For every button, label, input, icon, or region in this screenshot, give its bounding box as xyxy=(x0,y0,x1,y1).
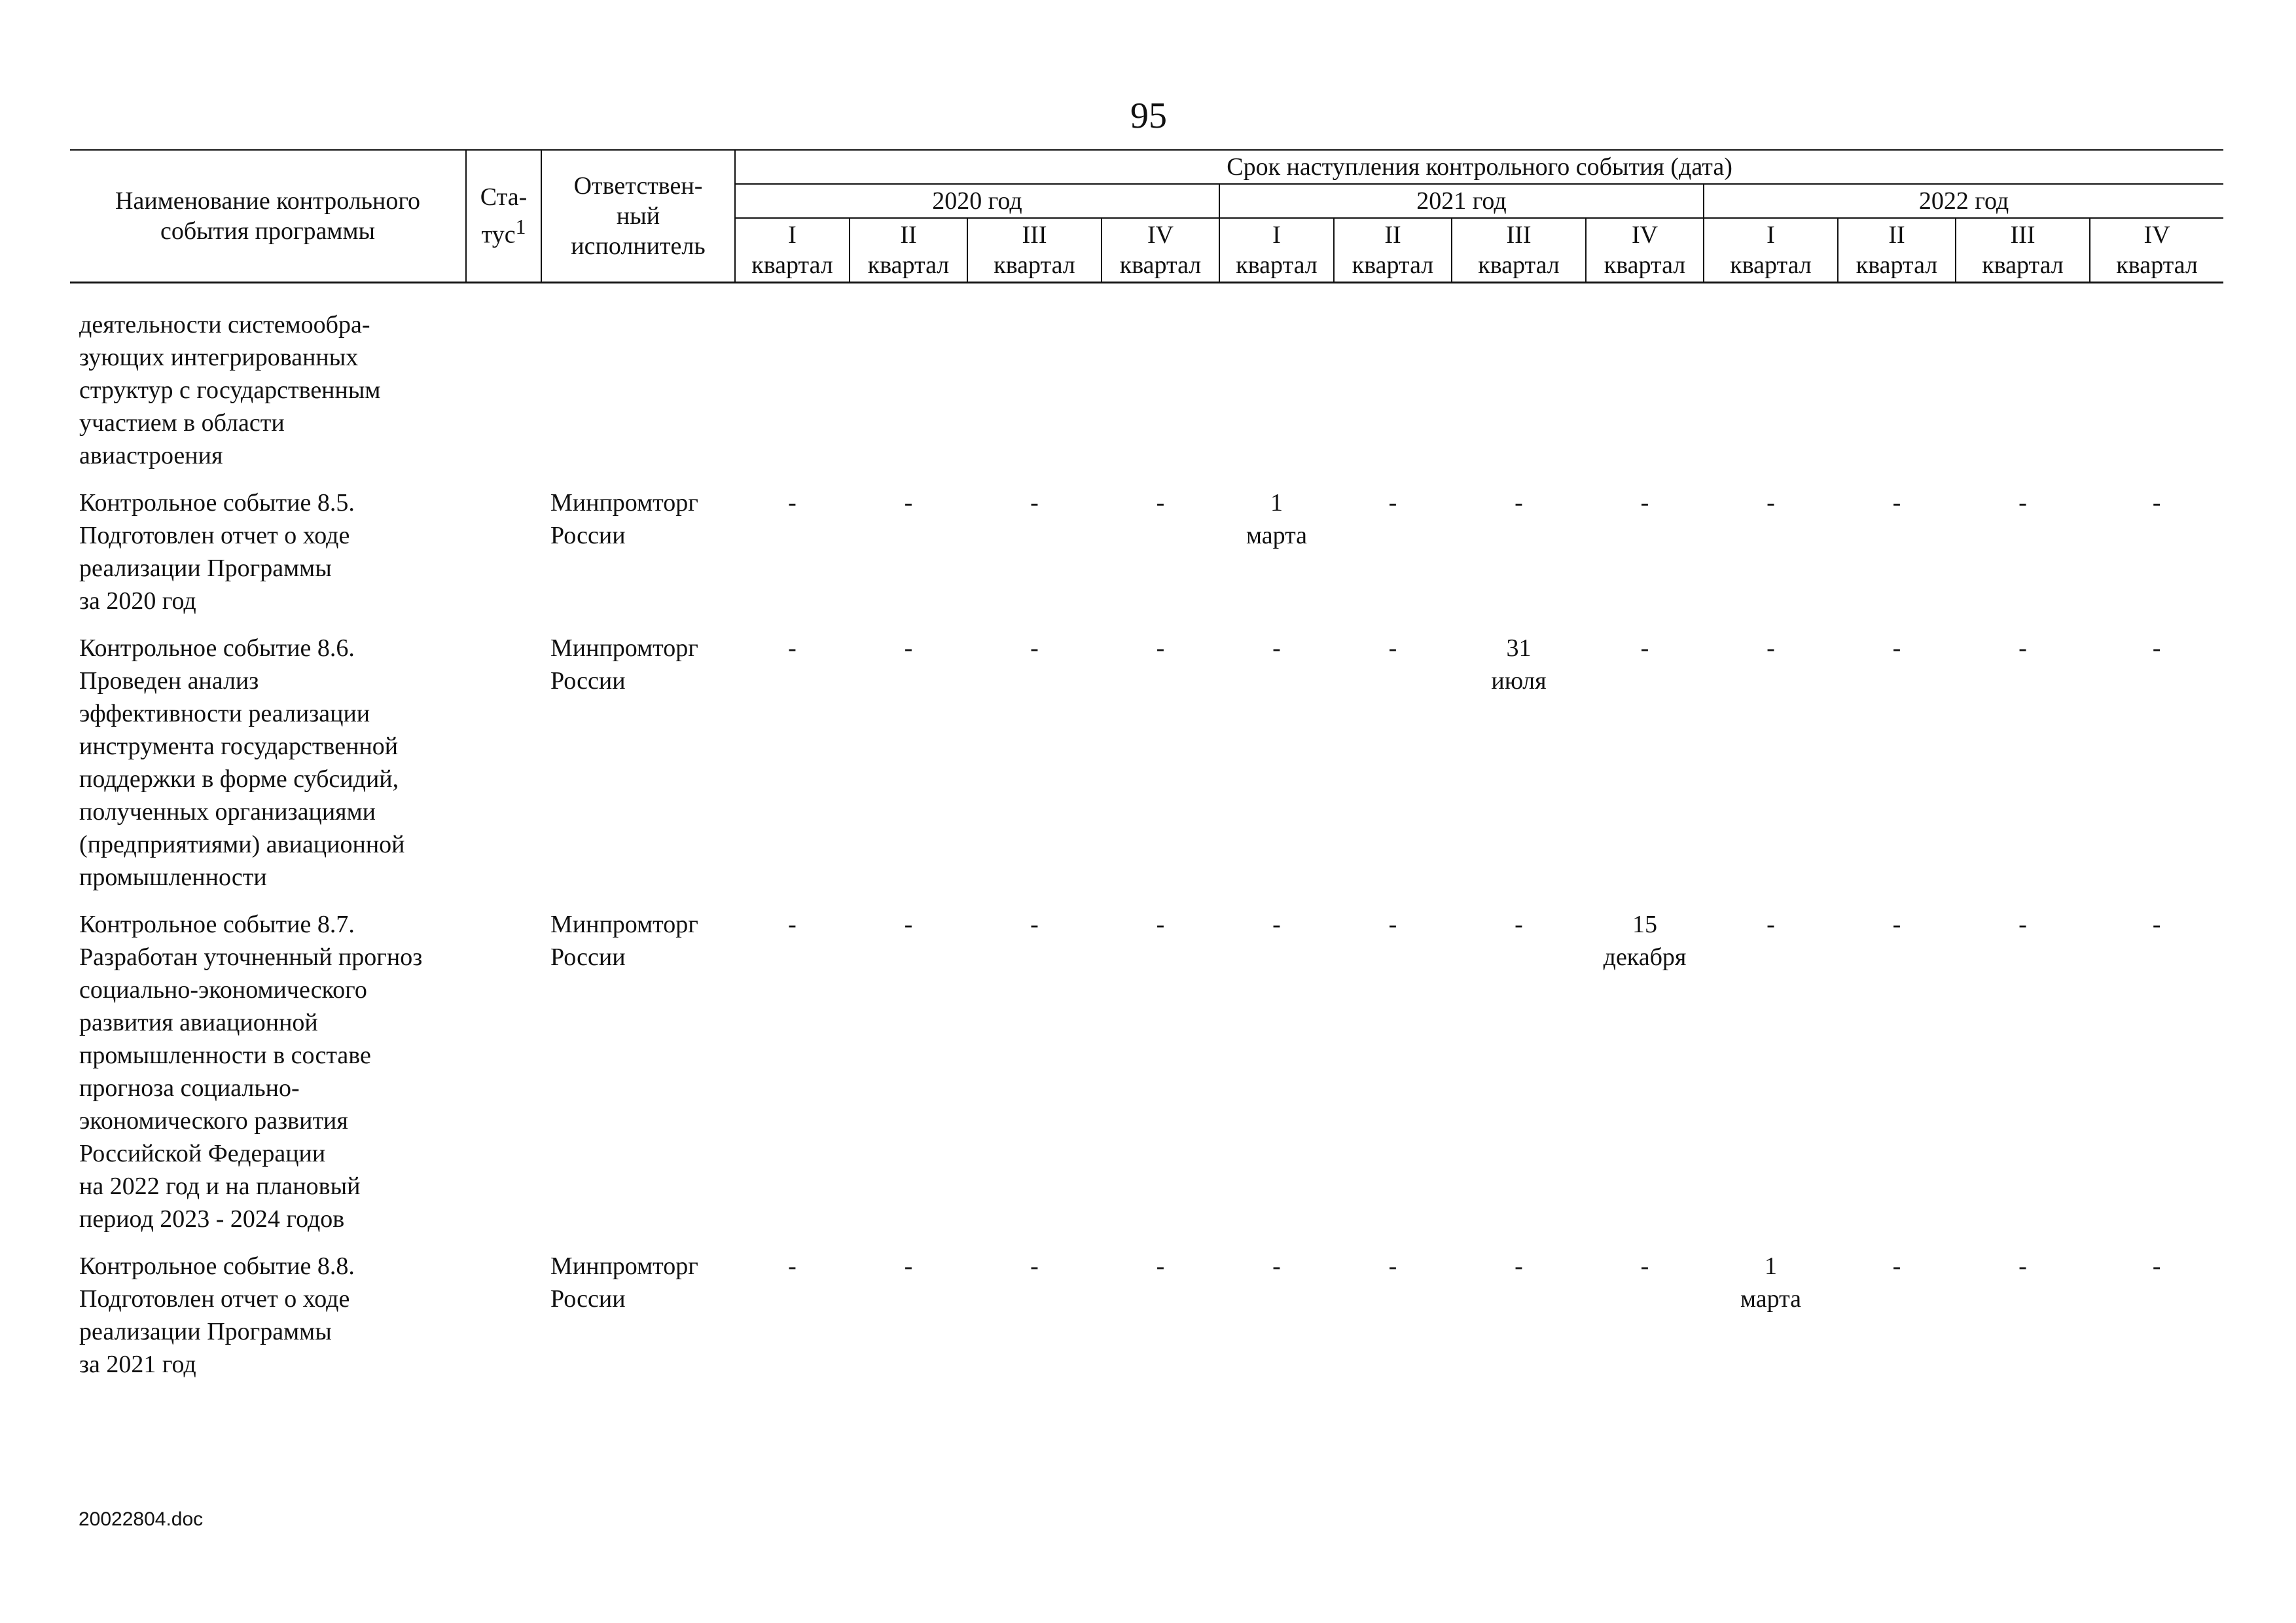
date-value: - xyxy=(1388,911,1397,938)
date-value: - xyxy=(1156,634,1165,662)
date-value: - xyxy=(1272,1252,1281,1280)
quarter-date-cell xyxy=(1586,1250,1704,1395)
executor-line: Минпромторг xyxy=(550,911,698,938)
event-name-line: авиастроения xyxy=(79,442,223,469)
quarter-numeral: II xyxy=(1888,221,1905,249)
event-name-line: реализации Программы xyxy=(79,555,332,582)
quarter-date-cell xyxy=(1452,908,1586,1250)
quarter-date-cell xyxy=(1219,1250,1334,1395)
event-name-line: социально-экономического xyxy=(79,976,367,1004)
quarter-date-cell xyxy=(735,1250,850,1395)
quarter-date-cell xyxy=(1956,1250,2090,1395)
event-status xyxy=(466,1250,541,1395)
date-value: марта xyxy=(1740,1285,1802,1313)
quarter-numeral: III xyxy=(2010,221,2036,249)
date-value: - xyxy=(1892,1252,1901,1280)
event-name-line: поддержки в форме субсидий, xyxy=(79,765,399,793)
quarter-date-cell xyxy=(1956,486,2090,632)
table-row-continuation xyxy=(70,308,2223,486)
quarter-label: квартал xyxy=(1730,251,1812,279)
event-executor xyxy=(541,486,735,632)
date-value: - xyxy=(788,489,797,517)
event-name-line: Российской Федерации xyxy=(79,1140,326,1167)
table-row xyxy=(70,486,2223,632)
date-value: - xyxy=(1030,489,1039,517)
date-value: - xyxy=(1767,489,1775,517)
event-name-line: Разработан уточненный прогноз xyxy=(79,943,423,971)
date-value: - xyxy=(1156,911,1165,938)
event-name-line: промышленности в составе xyxy=(79,1042,371,1069)
quarter-numeral: III xyxy=(1506,221,1532,249)
event-name-line: экономического развития xyxy=(79,1107,348,1135)
event-status xyxy=(466,908,541,1250)
date-value: - xyxy=(1272,911,1281,938)
date-value: - xyxy=(1388,1252,1397,1280)
date-value: 1 xyxy=(1270,489,1283,517)
date-value: - xyxy=(904,911,913,938)
event-name-line: за 2020 год xyxy=(79,587,196,615)
date-value: - xyxy=(1030,634,1039,662)
event-name-line: Проведен анализ xyxy=(79,667,259,695)
header-status-label: Ста-тус xyxy=(480,183,528,249)
date-value: - xyxy=(1515,911,1523,938)
header-executor-line: исполнитель xyxy=(571,232,706,260)
quarter-date-cell xyxy=(1102,632,1219,908)
quarter-numeral: I xyxy=(1272,221,1281,249)
executor-line: России xyxy=(550,667,626,695)
event-name-line: период 2023 - 2024 годов xyxy=(79,1205,345,1233)
date-value: - xyxy=(1515,1252,1523,1280)
date-value: декабря xyxy=(1603,943,1687,971)
date-value: - xyxy=(788,634,797,662)
date-value: - xyxy=(2018,634,2027,662)
event-name-line: зующих интегрированных xyxy=(79,344,359,371)
status-footnote-mark: 1 xyxy=(515,215,526,239)
quarter-numeral: IV xyxy=(1147,221,1174,249)
quarter-date-cell xyxy=(850,486,967,632)
event-name-line: Контрольное событие 8.5. xyxy=(79,489,355,517)
header-executor-line: Ответствен- xyxy=(573,172,703,200)
quarter-date-cell xyxy=(850,908,967,1250)
quarter-date-cell xyxy=(1334,632,1452,908)
event-name-continuation xyxy=(70,308,466,486)
quarter-label: квартал xyxy=(1352,251,1434,279)
quarter-date-cell xyxy=(1838,632,1956,908)
date-value: - xyxy=(2152,634,2161,662)
quarter-date-cell xyxy=(1956,632,2090,908)
quarter-date-cell xyxy=(1452,1250,1586,1395)
event-name-line: (предприятиями) авиационной xyxy=(79,831,405,858)
event-executor xyxy=(541,632,735,908)
date-value: - xyxy=(1892,911,1901,938)
event-name-line: развития авиационной xyxy=(79,1009,318,1036)
quarter-date-cell xyxy=(1704,632,1838,908)
quarter-numeral: II xyxy=(900,221,917,249)
quarter-label: квартал xyxy=(1604,251,1686,279)
table-row xyxy=(70,1250,2223,1395)
header-quarter xyxy=(967,218,1102,283)
quarter-date-cell xyxy=(735,908,850,1250)
quarter-date-cell xyxy=(1452,486,1586,632)
event-name-line: Подготовлен отчет о ходе xyxy=(79,1285,350,1313)
header-quarter xyxy=(1334,218,1452,283)
quarter-date-cell xyxy=(1704,1250,1838,1395)
date-value: - xyxy=(2018,489,2027,517)
quarter-numeral: I xyxy=(1767,221,1775,249)
quarter-date-cell xyxy=(1102,1250,1219,1395)
event-name-line: на 2022 год и на плановый xyxy=(79,1173,361,1200)
event-name xyxy=(70,632,466,908)
executor-line: Минпромторг xyxy=(550,489,698,517)
event-name-line: промышленности xyxy=(79,864,267,891)
document-filename: 20022804.doc xyxy=(79,1508,204,1530)
event-name-line: деятельности системообра- xyxy=(79,311,370,338)
header-quarter xyxy=(1102,218,1219,283)
date-value: - xyxy=(1640,1252,1649,1280)
quarter-date-cell xyxy=(1838,486,1956,632)
quarter-date-cell xyxy=(1334,486,1452,632)
header-quarter xyxy=(1956,218,2090,283)
quarter-label: квартал xyxy=(994,251,1075,279)
date-value: - xyxy=(1767,911,1775,938)
event-name-line: Контрольное событие 8.7. xyxy=(79,911,355,938)
date-value: - xyxy=(2152,489,2161,517)
header-deadline: Срок наступления контрольного события (дата) xyxy=(735,150,2223,184)
quarter-date-cell xyxy=(1704,486,1838,632)
date-value: 15 xyxy=(1632,911,1657,938)
date-value: - xyxy=(2152,911,2161,938)
quarter-date-cell xyxy=(1704,908,1838,1250)
quarter-date-cell xyxy=(967,632,1102,908)
header-executor-line: ный xyxy=(616,202,660,230)
event-name xyxy=(70,486,466,632)
quarter-numeral: IV xyxy=(1631,221,1659,249)
header-quarter xyxy=(1838,218,1956,283)
event-name-line: инструмента государственной xyxy=(79,733,399,760)
date-value: - xyxy=(788,1252,797,1280)
date-value: - xyxy=(2018,911,2027,938)
date-value: - xyxy=(1767,634,1775,662)
date-value: - xyxy=(1388,634,1397,662)
quarter-numeral: IV xyxy=(2144,221,2170,249)
quarter-date-cell xyxy=(850,1250,967,1395)
quarter-date-cell xyxy=(967,486,1102,632)
event-name-line: структур с государственным xyxy=(79,376,381,404)
quarter-date-cell xyxy=(2090,486,2223,632)
date-value: - xyxy=(1892,634,1901,662)
header-executor xyxy=(541,150,735,283)
event-executor xyxy=(541,908,735,1250)
event-name-line: эффективности реализации xyxy=(79,700,370,727)
date-value: - xyxy=(1156,1252,1165,1280)
quarter-date-cell xyxy=(1334,1250,1452,1395)
date-value: - xyxy=(1640,489,1649,517)
quarter-date-cell xyxy=(1102,908,1219,1250)
quarter-label: квартал xyxy=(1236,251,1318,279)
date-value: - xyxy=(1030,911,1039,938)
page-number: 95 xyxy=(1130,96,1167,136)
date-value: июля xyxy=(1491,667,1547,695)
quarter-date-cell xyxy=(735,486,850,632)
date-value: - xyxy=(1388,489,1397,517)
quarter-numeral: II xyxy=(1384,221,1401,249)
header-quarter xyxy=(1219,218,1334,283)
quarter-date-cell xyxy=(1586,908,1704,1250)
date-value: - xyxy=(2152,1252,2161,1280)
event-name xyxy=(70,908,466,1250)
date-value: - xyxy=(788,911,797,938)
event-status xyxy=(466,632,541,908)
header-quarter xyxy=(1452,218,1586,283)
date-value: 1 xyxy=(1765,1252,1777,1280)
date-value: - xyxy=(904,1252,913,1280)
quarter-date-cell xyxy=(1334,908,1452,1250)
table-header xyxy=(70,150,2223,283)
quarter-date-cell xyxy=(2090,1250,2223,1395)
quarter-label: квартал xyxy=(1982,251,2064,279)
date-value: - xyxy=(1156,489,1165,517)
quarter-date-cell xyxy=(1219,908,1334,1250)
quarter-numeral: I xyxy=(788,221,797,249)
event-name xyxy=(70,1250,466,1395)
quarter-date-cell xyxy=(850,632,967,908)
event-name-line: Контрольное событие 8.6. xyxy=(79,634,355,662)
quarter-date-cell xyxy=(735,632,850,908)
date-value: - xyxy=(1272,634,1281,662)
date-value: - xyxy=(1030,1252,1039,1280)
quarter-date-cell xyxy=(967,908,1102,1250)
executor-line: Минпромторг xyxy=(550,1252,698,1280)
event-name-line: за 2021 год xyxy=(79,1351,196,1378)
quarter-label: квартал xyxy=(2116,251,2198,279)
date-value: - xyxy=(2018,1252,2027,1280)
event-name-line: Подготовлен отчет о ходе xyxy=(79,522,350,549)
quarter-date-cell xyxy=(1838,1250,1956,1395)
event-name-line: прогноза социально- xyxy=(79,1074,300,1102)
executor-line: России xyxy=(550,522,626,549)
event-name-line: реализации Программы xyxy=(79,1318,332,1345)
quarter-label: квартал xyxy=(1856,251,1938,279)
executor-line: России xyxy=(550,1285,626,1313)
quarter-numeral: III xyxy=(1022,221,1047,249)
header-year-2020: 2020 год xyxy=(735,184,1219,218)
quarter-label: квартал xyxy=(1478,251,1560,279)
header-quarter xyxy=(1586,218,1704,283)
quarter-label: квартал xyxy=(867,251,950,279)
date-value: - xyxy=(1892,489,1901,517)
table-row xyxy=(70,908,2223,1250)
control-events-table xyxy=(70,149,2223,1395)
event-name-line: полученных организациями xyxy=(79,798,376,826)
quarter-date-cell xyxy=(1586,632,1704,908)
header-quarter xyxy=(1704,218,1838,283)
header-status xyxy=(466,150,541,283)
date-value: 31 xyxy=(1506,634,1532,662)
header-quarter xyxy=(850,218,967,283)
quarter-date-cell xyxy=(1956,908,2090,1250)
quarter-date-cell xyxy=(1586,486,1704,632)
date-value: - xyxy=(1515,489,1523,517)
table-row xyxy=(70,632,2223,908)
event-name-line: Контрольное событие 8.8. xyxy=(79,1252,355,1280)
date-value: - xyxy=(1640,634,1649,662)
header-quarter xyxy=(735,218,850,283)
quarter-label: квартал xyxy=(751,251,833,279)
event-executor xyxy=(541,1250,735,1395)
event-name-line: участием в области xyxy=(79,409,285,437)
executor-line: Минпромторг xyxy=(550,634,698,662)
date-value: - xyxy=(904,489,913,517)
quarter-date-cell xyxy=(1219,632,1334,908)
quarter-date-cell xyxy=(1102,486,1219,632)
header-quarter xyxy=(2090,218,2223,283)
quarter-date-cell xyxy=(2090,632,2223,908)
quarter-date-cell xyxy=(2090,908,2223,1250)
quarter-date-cell xyxy=(967,1250,1102,1395)
quarter-date-cell xyxy=(1219,486,1334,632)
event-status xyxy=(466,486,541,632)
quarter-date-cell xyxy=(1452,632,1586,908)
date-value: - xyxy=(904,634,913,662)
quarter-label: квартал xyxy=(1119,251,1202,279)
executor-line: России xyxy=(550,943,626,971)
quarter-date-cell xyxy=(1838,908,1956,1250)
table-body xyxy=(70,283,2223,1396)
date-value: марта xyxy=(1246,522,1308,549)
header-year-2022: 2022 год xyxy=(1704,184,2223,218)
header-event-name: Наименование контрольного события программы xyxy=(70,150,466,283)
header-year-2021: 2021 год xyxy=(1219,184,1704,218)
